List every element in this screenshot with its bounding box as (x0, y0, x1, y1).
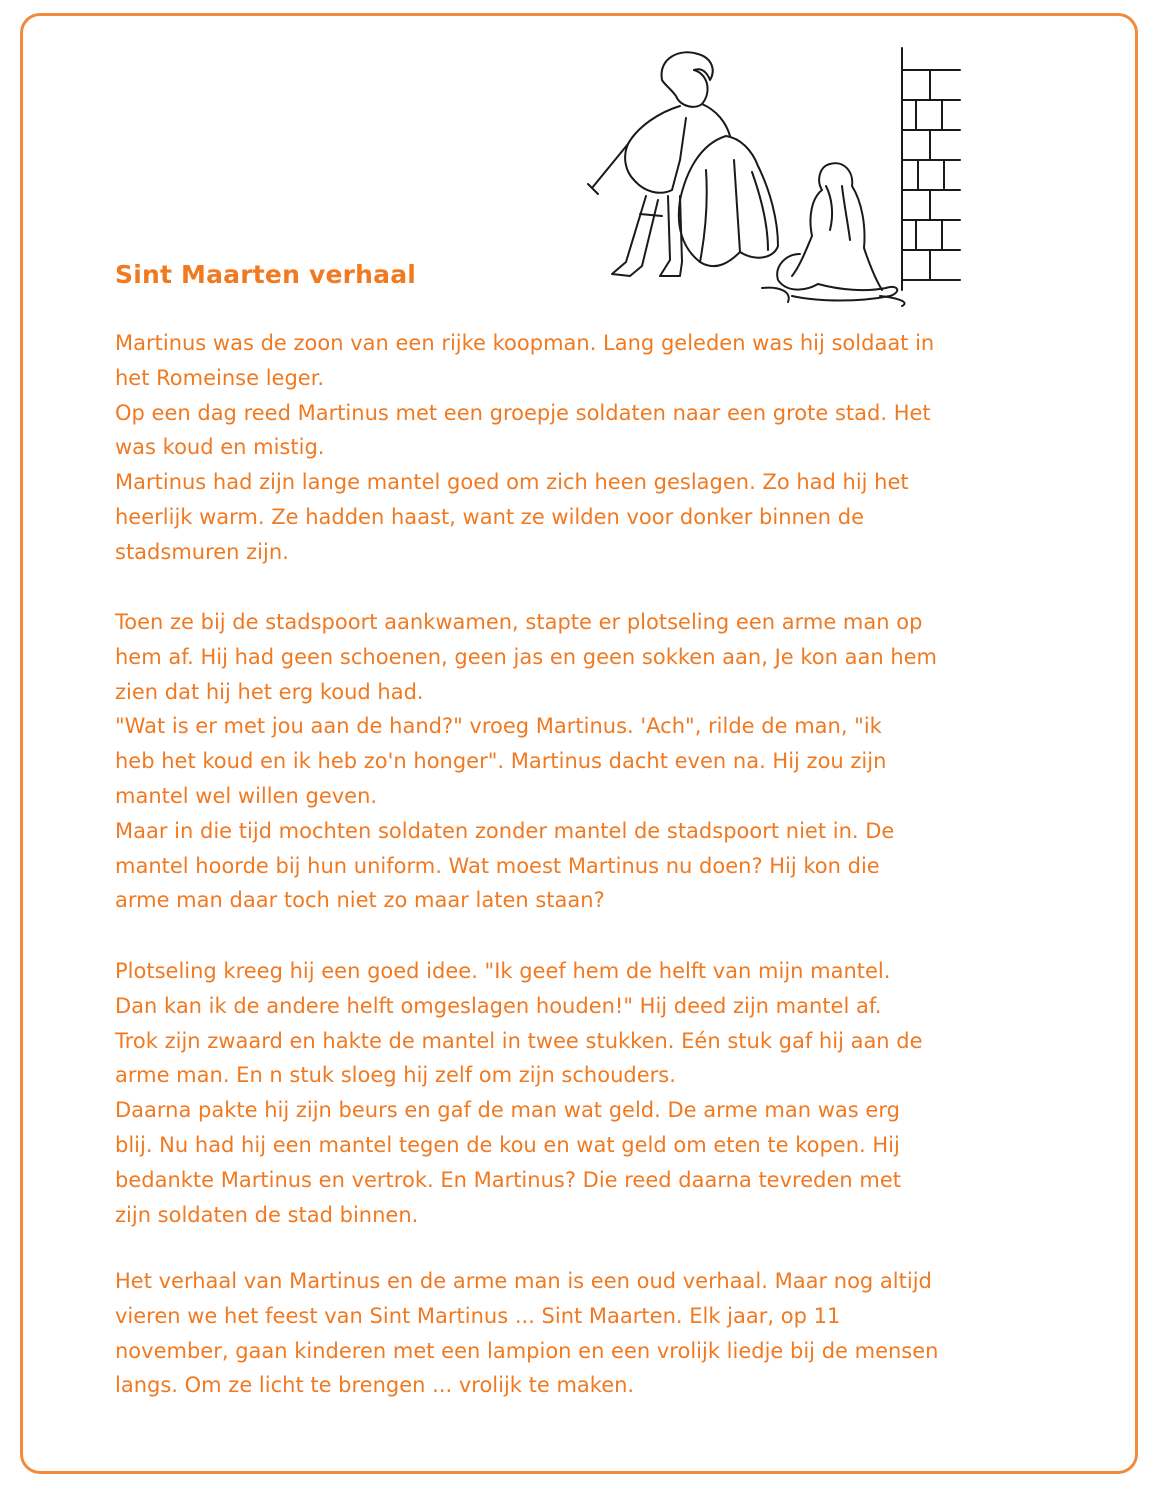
paragraph-line: Op een dag reed Martinus met een groepje soldaten naar een grote stad. Het (115, 400, 931, 425)
paragraph-line: Dan kan ik de andere helft omgeslagen houden!" Hij deed zijn mantel af. (115, 993, 882, 1018)
paragraph-line: mantel wel willen geven. (115, 783, 378, 808)
paragraph-line: arme man daar toch niet zo maar laten staan? (115, 888, 605, 913)
paragraph-line: heb het koud en ik heb zo'n honger". Martinus dacht even na. Hij zou zijn (115, 749, 887, 774)
paragraph-line: Het verhaal van Martinus en de arme man is een oud verhaal. Maar nog altijd (115, 1269, 932, 1293)
soldier-sharing-cloak-with-beggar-illustration (530, 40, 980, 310)
story-paragraph-3 (115, 954, 1035, 1232)
story-paragraph-1 (115, 326, 1035, 570)
paragraph-line: Martinus was de zoon van een rijke koopman. Lang geleden was hij soldaat in (115, 331, 935, 355)
paragraph-line: Plotseling kreeg hij een goed idee. "Ik geef hem de helft van mijn mantel. (115, 959, 891, 983)
paragraph-line: was koud en mistig. (115, 435, 325, 460)
paragraph-line: Maar in die tijd mochten soldaten zonder mantel de stadspoort niet in. De (115, 818, 895, 843)
paragraph-line: mantel hoorde bij hun uniform. Wat moest Martinus nu doen? Hij kon die (115, 853, 880, 878)
paragraph-line: blij. Nu had hij een mantel tegen de kou en wat geld om eten te kopen. Hij (115, 1132, 900, 1157)
paragraph-line: heerlijk warm. Ze hadden haast, want ze wilden voor donker binnen de (115, 504, 864, 529)
paragraph-line: zijn soldaten de stad binnen. (115, 1202, 419, 1227)
soldier-icon (588, 52, 730, 276)
paragraph-line: vieren we het feest van Sint Martinus ... Sint Maarten. Elk jaar, op 11 (115, 1303, 841, 1328)
paragraph-line: langs. Om ze licht te brengen ... vrolijk te maken. (115, 1373, 635, 1398)
wall-icon (902, 48, 960, 290)
paragraph-line: hem af. Hij had geen schoenen, geen jas en geen sokken aan, Je kon aan hem (115, 644, 938, 669)
paragraph-line: Toen ze bij de stadspoort aankwamen, stapte er plotseling een arme man op (115, 610, 923, 634)
paragraph-line: "Wat is er met jou aan de hand?" vroeg Martinus. 'Ach", rilde de man, "ik (115, 714, 882, 739)
story-paragraph-2 (115, 605, 1035, 918)
paragraph-line: Martinus had zijn lange mantel goed om zich heen geslagen. Zo had hij het (115, 470, 909, 495)
paragraph-line: bedankte Martinus en vertrok. En Martinus? Die reed daarna tevreden met (115, 1167, 901, 1192)
paragraph-line: het Romeinse leger. (115, 365, 325, 390)
cloak-icon (679, 136, 778, 266)
page-title: Sint Maarten verhaal (115, 260, 417, 289)
paragraph-line: november, gaan kinderen met een lampion en een vrolijk liedje bij de mensen (115, 1338, 939, 1363)
paragraph-line: stadsmuren zijn. (115, 539, 289, 564)
paragraph-line: arme man. En n stuk sloeg hij zelf om zijn schouders. (115, 1063, 676, 1088)
beggar-icon (762, 163, 905, 306)
paragraph-line: zien dat hij het erg koud had. (115, 679, 424, 704)
paragraph-line: Daarna pakte hij zijn beurs en gaf de man wat geld. De arme man was erg (115, 1098, 900, 1123)
story-paragraph-4 (115, 1264, 1035, 1403)
paragraph-line: Trok zijn zwaard en hakte de mantel in twee stukken. Eén stuk gaf hij aan de (115, 1028, 923, 1053)
